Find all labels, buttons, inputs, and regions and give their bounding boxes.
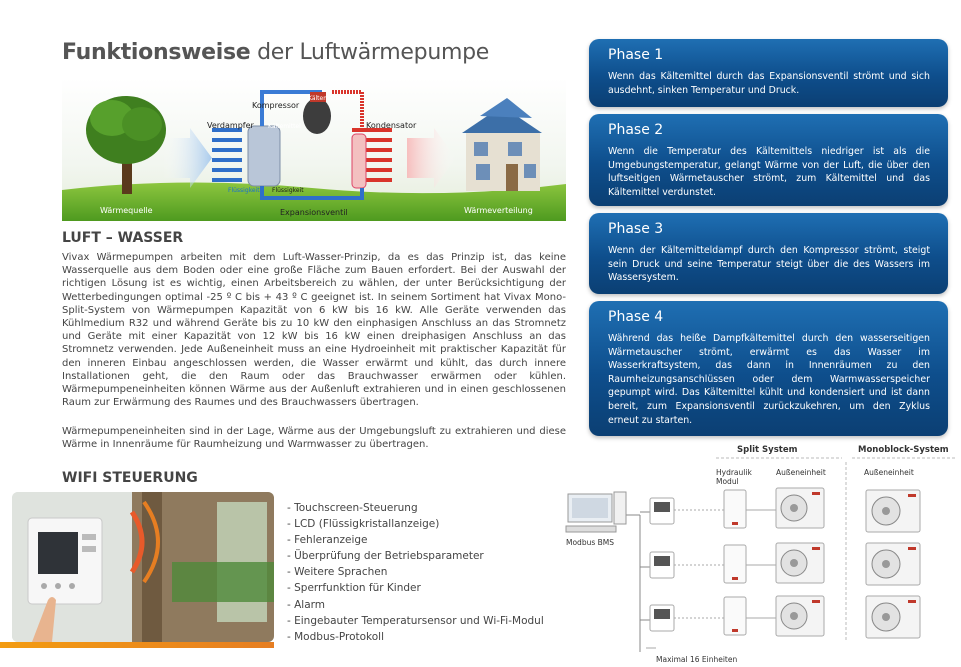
phase-title: Phase 3 [608, 221, 664, 237]
luft-wasser-paragraph-1: Vivax Wärmepumpen arbeiten mit dem Luft-Wasser-Prinzip, da es das Prinzip ist, das keine Wasserquelle aus dem Boden oder eine große Fläche zum Bauen erfordert. Bei der Auswahl der richtigen Lösung ist es wichtig, einen Arbeitsbereich zu wählen, der unter Berücksichtigung der Wetterbedingungen optimal -25 º C bis + 43 º C geeignet ist. In seinem Sortiment hat Vivax Mono-Split-System von Wärmepumpen Kapazität von 6 kW bis 16 kW. Alle Geräte verwenden das Kühlmedium R32 und während Geräte bis zu 10 kW den einphasigen Anschluss an das Stromnetz und Geräte mit einer Kapazität von 12 kW bis 16 kW einen dreiphasigen Anschluss an das Stromnetz verwenden. Jede Außeneinheit muss an eine Hydroeinheit mit praktischer Kapazität für den inneren Einbau angeschlossen werden, die Wasser erwärmt und kühlt, das durch innere Installationen geht, die den Raum oder das Brauchwasser erwärmen oder kühlen. Wärmepumpeneinheiten können Wärme aus der Außenluft extrahieren und in einen geschlossenen Raum zur Erwärmung des Raumes und des Brauchwassers übertragen. [62, 252, 566, 409]
title-rest: der Luftwärmepumpe [250, 40, 489, 65]
hydraulik-modul-label: Hydraulik Modul [716, 468, 752, 486]
monoblock-system-title: Monoblock-System [858, 445, 949, 455]
label-expansionsventil: Expansionsventil [280, 208, 348, 217]
label-waermeverteilung: Wärmeverteilung [464, 206, 533, 215]
phase-title: Phase 4 [608, 309, 664, 325]
page-title [62, 40, 489, 65]
split-system-title: Split System [737, 445, 798, 455]
modbus-bms-label: Modbus BMS [566, 538, 615, 547]
controller-image [12, 492, 274, 642]
phase-card-1 [589, 39, 948, 107]
wifi-heading: WIFI STEUERUNG [62, 470, 198, 486]
label-verdampfer: Verdampfer [207, 121, 254, 130]
feature-item: - Eingebauter Temperatursensor und Wi-Fi-Modul [287, 614, 544, 627]
phase-text: Wenn die Temperatur des Kältemittels niedriger ist als die Umgebungstemperatur, gelangt Wärme von der Luft, die über den luftseitigen Wärmetauscher strömt, zum Kältemittel und das Kältemittel verdunstet. [608, 146, 930, 198]
label-fluessigkeit: Flüssigkeit [228, 187, 260, 194]
heat-pump-illustration [62, 78, 566, 221]
feature-item: - Weitere Sprachen [287, 566, 388, 579]
label-kaeltemittel-top: Kältemittel [308, 95, 341, 102]
phase-card-4 [589, 301, 948, 436]
feature-item: - LCD (Flüssigkristallanzeige) [287, 518, 440, 531]
feature-item: - Überprüfung der Betriebsparameter [287, 550, 484, 563]
phase-title: Phase 1 [608, 47, 664, 63]
feature-item: - Fehleranzeige [287, 534, 368, 547]
feature-item: - Modbus-Protokoll [287, 630, 385, 643]
phase-card-3 [589, 213, 948, 294]
orange-accent-bar [0, 642, 274, 648]
feature-item: - Alarm [287, 598, 326, 611]
luft-wasser-heading: LUFT – WASSER [62, 230, 184, 246]
label-fluessigkeit-2: Flüssigkeit [272, 187, 304, 194]
title-bold: Funktionsweise [62, 40, 251, 65]
wifi-controller-photo [12, 492, 274, 642]
label-kondensator: Kondensator [366, 121, 417, 130]
phase-title: Phase 2 [608, 122, 664, 138]
wifi-feature-list [287, 500, 544, 645]
label-kompressor: Kompressor [252, 101, 300, 110]
aussen-label-mono: Außeneinheit [864, 468, 914, 477]
luft-wasser-paragraph-2: Wärmepumpeneinheiten sind in der Lage, Wärme aus der Umgebungsluft zu extrahieren und diese Wärme in Innenräume für Raumheizung und Warmwasser zu übertragen. [62, 426, 566, 451]
maximal-units-label: Maximal 16 Einheiten [656, 655, 738, 664]
label-kaeltemittel: Kältemittel [268, 123, 301, 130]
heat-pump-diagram [62, 78, 566, 221]
feature-item: - Sperrfunktion für Kinder [287, 582, 421, 595]
phase-text: Wenn der Kältemitteldampf durch den Kompressor strömt, steigt sein Druck und seine Temperatur steigt über die des Wassers im Wassersystem. [608, 245, 930, 284]
label-waermequelle: Wärmequelle [100, 206, 153, 215]
phase-text: Wenn das Kältemittel durch das Expansionsventil strömt und sich ausdehnt, sinken Temperatur und Druck. [608, 71, 930, 96]
phase-text: Während das heiße Dampfkältemittel durch den wasserseitigen Wärmetauscher strömt, erwärmt es das Wasser im Wasserkraftsystem, das dann in Innenräumen zu den Raumheizungsanschlüssen oder dem Warmwasserspeicher gepumpt wird. Das Kältemittel kühlt und kondensiert und ist dann bereit, zum Expansionsventil zurückzukehren, um den Zyklus erneut zu starten. [608, 333, 930, 426]
aussen-label-split: Außeneinheit [776, 468, 826, 477]
system-diagram [556, 440, 961, 667]
feature-item: - Touchscreen-Steuerung [287, 502, 418, 514]
phase-card-2 [589, 114, 948, 206]
